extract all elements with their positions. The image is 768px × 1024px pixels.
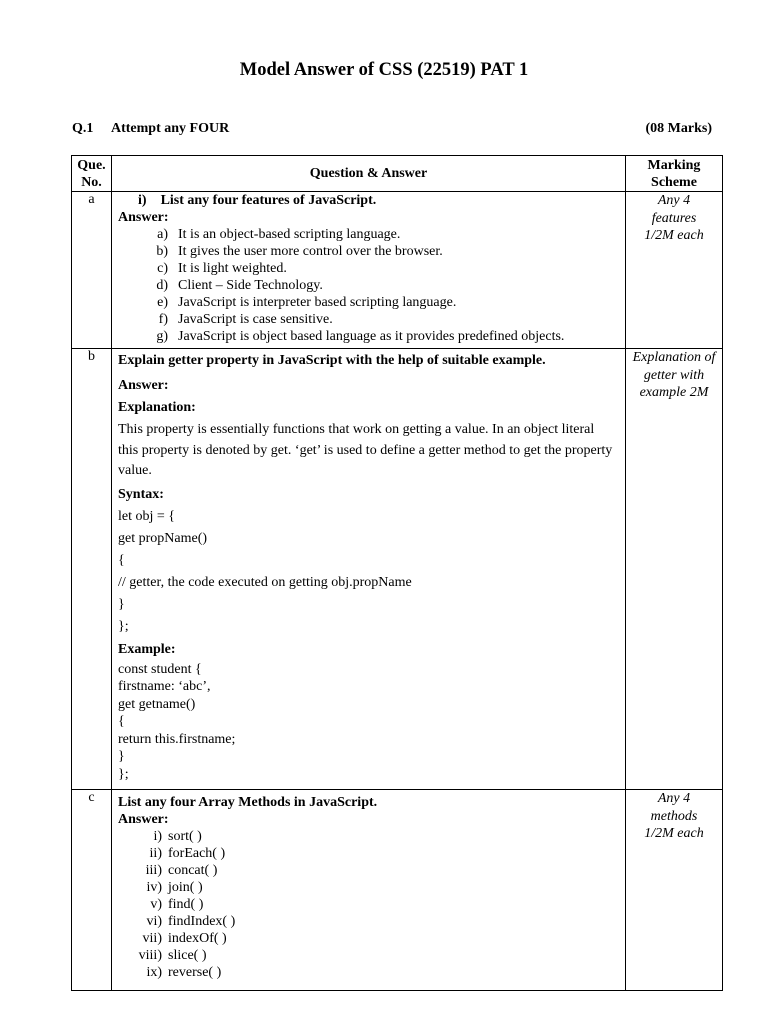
list-item	[118, 226, 625, 243]
explanation-text: This property is essentially functions that work on getting a value. In an object literal this property is denoted by get. ‘get’ is used to define a getter method to get the property value.	[118, 422, 613, 478]
syntax-code	[118, 506, 625, 638]
list-item-text: Client – Side Technology.	[178, 278, 323, 293]
list-item-text: join( )	[168, 880, 203, 895]
question-number: Q.1	[72, 121, 94, 136]
list-item-text: sort( )	[168, 829, 202, 844]
list-item	[118, 896, 625, 913]
list-marker: a)	[157, 227, 168, 242]
list-marker: b)	[156, 244, 168, 259]
row-content	[112, 790, 626, 991]
list-item	[118, 294, 625, 311]
list-marker: i)	[153, 829, 162, 844]
list-marker: ix)	[146, 965, 162, 980]
list-item-text: JavaScript is interpreter based scripting language.	[178, 295, 457, 310]
code-line: {	[118, 714, 125, 729]
list-item-text: It is an object-based scripting language.	[178, 227, 401, 242]
code-line: const student {	[118, 661, 202, 677]
code-line: }	[118, 596, 125, 612]
code-line: };	[118, 618, 129, 634]
code-line: };	[118, 766, 129, 782]
answer-list	[118, 828, 625, 981]
list-marker: iv)	[146, 880, 162, 895]
code-line: let obj = {	[118, 508, 175, 524]
code-line: // getter, the code executed on getting obj.propName	[118, 574, 412, 590]
list-item-text: JavaScript is object based language as it provides predefined objects.	[178, 329, 565, 344]
list-marker: vi)	[146, 914, 162, 929]
header-question-number: Que. No.	[72, 156, 112, 192]
question-text: Explain getter property in JavaScript with the help of suitable example.	[118, 353, 546, 368]
syntax-label: Syntax:	[118, 486, 164, 502]
list-marker: viii)	[138, 948, 162, 963]
row-content	[112, 349, 626, 790]
document-title: Model Answer of CSS (22519) PAT 1	[239, 60, 529, 80]
marking-scheme	[626, 192, 723, 349]
list-marker: e)	[157, 295, 168, 310]
list-item	[118, 311, 625, 328]
list-item	[118, 913, 625, 930]
list-marker: f)	[158, 312, 168, 327]
list-marker: v)	[150, 897, 162, 912]
list-item-text: It is light weighted.	[178, 261, 287, 276]
question-marks: (08 Marks)	[645, 121, 712, 136]
answer-label: Answer:	[118, 210, 169, 225]
list-item	[118, 243, 625, 260]
header-question-answer: Question & Answer	[112, 156, 626, 192]
question-text: List any four Array Methods in JavaScript.	[118, 795, 378, 810]
code-line: }	[118, 749, 125, 764]
list-item-text: forEach( )	[168, 846, 226, 861]
list-item	[118, 879, 625, 896]
answer-table	[71, 155, 723, 991]
list-item-text: find( )	[168, 897, 204, 912]
scheme-line: Explanation of	[632, 350, 716, 365]
marking-scheme	[626, 349, 723, 790]
list-marker: vii)	[142, 931, 162, 946]
list-item-text: It gives the user more control over the browser.	[178, 244, 443, 259]
list-item-text: indexOf( )	[168, 931, 227, 946]
list-item	[118, 964, 625, 981]
list-item	[118, 277, 625, 294]
answer-list	[118, 226, 625, 345]
list-marker: ii)	[149, 846, 162, 861]
row-number: a	[72, 192, 112, 349]
list-item-text: JavaScript is case sensitive.	[178, 312, 333, 327]
code-line: return this.firstname;	[118, 731, 236, 747]
list-marker: g)	[156, 329, 168, 344]
scheme-line: example 2M	[639, 385, 709, 400]
list-item	[118, 260, 625, 277]
row-content	[112, 192, 626, 349]
scheme-line: methods	[650, 808, 698, 824]
list-item	[118, 947, 625, 964]
list-item	[118, 845, 625, 862]
marking-scheme	[626, 790, 723, 991]
table-header-row	[72, 156, 723, 192]
question-text: i) List any four features of JavaScript.	[138, 193, 377, 208]
scheme-line: Any 4	[657, 791, 691, 806]
question-instruction: Attempt any FOUR	[111, 121, 230, 136]
code-line: get getname()	[118, 696, 196, 712]
code-line: firstname: ‘abc’,	[118, 679, 211, 694]
list-item	[118, 328, 625, 345]
explanation-label: Explanation:	[118, 400, 196, 415]
list-item-text: findIndex( )	[168, 914, 236, 929]
example-label: Example:	[118, 641, 176, 657]
list-marker: d)	[156, 278, 168, 293]
row-number: c	[72, 790, 112, 991]
answer-label: Answer:	[118, 812, 169, 827]
scheme-line: 1/2M each	[644, 826, 704, 841]
table-row-a	[72, 192, 723, 349]
header-marking-scheme: Marking Scheme	[626, 156, 723, 192]
list-item-text: slice( )	[168, 948, 207, 963]
list-item-text: concat( )	[168, 863, 218, 878]
list-item	[118, 930, 625, 947]
list-item	[118, 828, 625, 845]
table-row-c	[72, 790, 723, 991]
code-line: {	[118, 552, 125, 568]
table-row-b	[72, 349, 723, 790]
scheme-line: getter with	[643, 367, 705, 383]
example-code	[118, 661, 625, 784]
list-item-text: reverse( )	[168, 965, 222, 980]
scheme-line: 1/2M each	[644, 228, 704, 243]
scheme-line: Any 4	[657, 193, 691, 208]
list-item	[118, 862, 625, 879]
list-marker: c)	[157, 261, 168, 276]
answer-label: Answer:	[118, 378, 169, 393]
scheme-line: features	[651, 210, 697, 226]
row-number: b	[72, 349, 112, 790]
code-line: get propName()	[118, 530, 208, 546]
list-marker: iii)	[145, 863, 162, 878]
